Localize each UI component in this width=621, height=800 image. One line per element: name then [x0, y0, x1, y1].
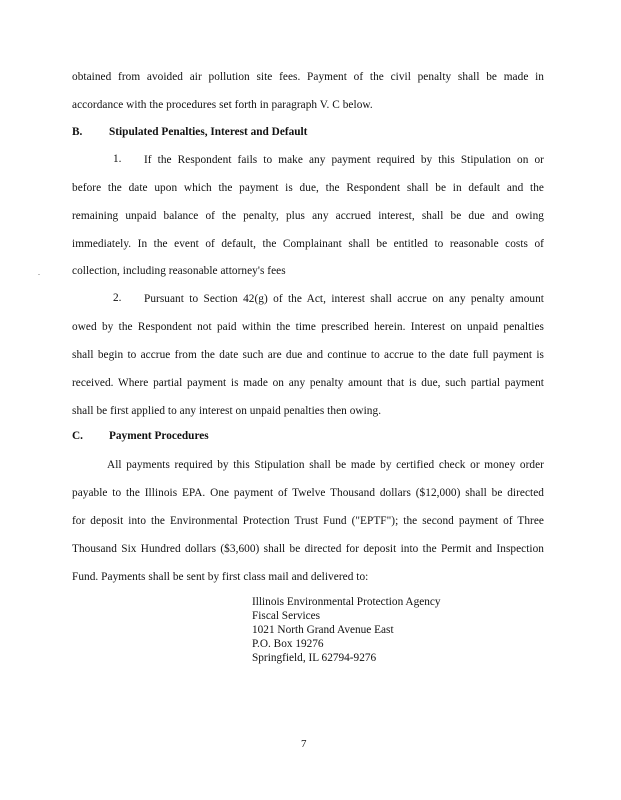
item-b1-line-2: before the date upon which the payment is due, the Respondent shall be in default and the — [72, 182, 544, 194]
mailing-address — [252, 595, 441, 665]
address-line-4: P.O. Box 19276 — [252, 638, 324, 650]
section-c-line-2: payable to the Illinois EPA. One payment of Twelve Thousand dollars ($12,000) shall be directed — [72, 487, 544, 499]
section-c-line-4: Thousand Six Hundred dollars ($3,600) shall be directed for deposit into the Permit and Inspection — [72, 543, 544, 555]
page-number: 7 — [301, 738, 307, 750]
section-b-letter: B. — [72, 126, 83, 138]
item-b2-number: 2. — [113, 292, 122, 304]
address-line-3: 1021 North Grand Avenue East — [252, 624, 394, 636]
section-c-line-1: All payments required by this Stipulation shall be made by certified check or money order — [107, 459, 544, 471]
section-c-line-3: for deposit into the Environmental Protection Trust Fund ("EPTF"); the second payment of Three — [72, 515, 544, 527]
address-line-5: Springfield, IL 62794-9276 — [252, 652, 377, 664]
item-b2-line-1: Pursuant to Section 42(g) of the Act, interest shall accrue on any penalty amount — [144, 293, 544, 305]
item-b2-line-5: shall be first applied to any interest on unpaid penalties then owing. — [72, 405, 382, 417]
item-b1-line-3: remaining unpaid balance of the penalty, plus any accrued interest, shall be due and owing — [72, 210, 544, 222]
section-b-title: Stipulated Penalties, Interest and Default — [109, 126, 308, 138]
item-b2-line-2: owed by the Respondent not paid within the time prescribed herein. Interest on unpaid penalties — [72, 321, 544, 333]
section-c-line-5: Fund. Payments shall be sent by first class mail and delivered to: — [72, 571, 369, 583]
scan-speck: . — [38, 268, 40, 277]
address-line-2: Fiscal Services — [252, 610, 321, 622]
item-b1-line-5: collection, including reasonable attorney's fees — [72, 265, 286, 277]
item-b1-line-1: If the Respondent fails to make any payment required by this Stipulation on or — [144, 154, 544, 166]
address-line-1: Illinois Environmental Protection Agency — [252, 596, 441, 608]
para-a-line-2: accordance with the procedures set forth in paragraph V. C below. — [72, 99, 373, 111]
item-b2-line-4: received. Where partial payment is made on any penalty amount that is due, such partial payment — [72, 377, 544, 389]
section-c-letter: C. — [72, 430, 83, 442]
para-a-line-1: obtained from avoided air pollution site fees. Payment of the civil penalty shall be made in — [72, 71, 544, 83]
section-c-title: Payment Procedures — [109, 430, 209, 442]
item-b2-line-3: shall begin to accrue from the date such are due and continue to accrue to the date full payment is — [72, 349, 544, 361]
item-b1-number: 1. — [113, 153, 122, 165]
item-b1-line-4: immediately. In the event of default, the Complainant shall be entitled to reasonable costs of — [72, 238, 544, 250]
